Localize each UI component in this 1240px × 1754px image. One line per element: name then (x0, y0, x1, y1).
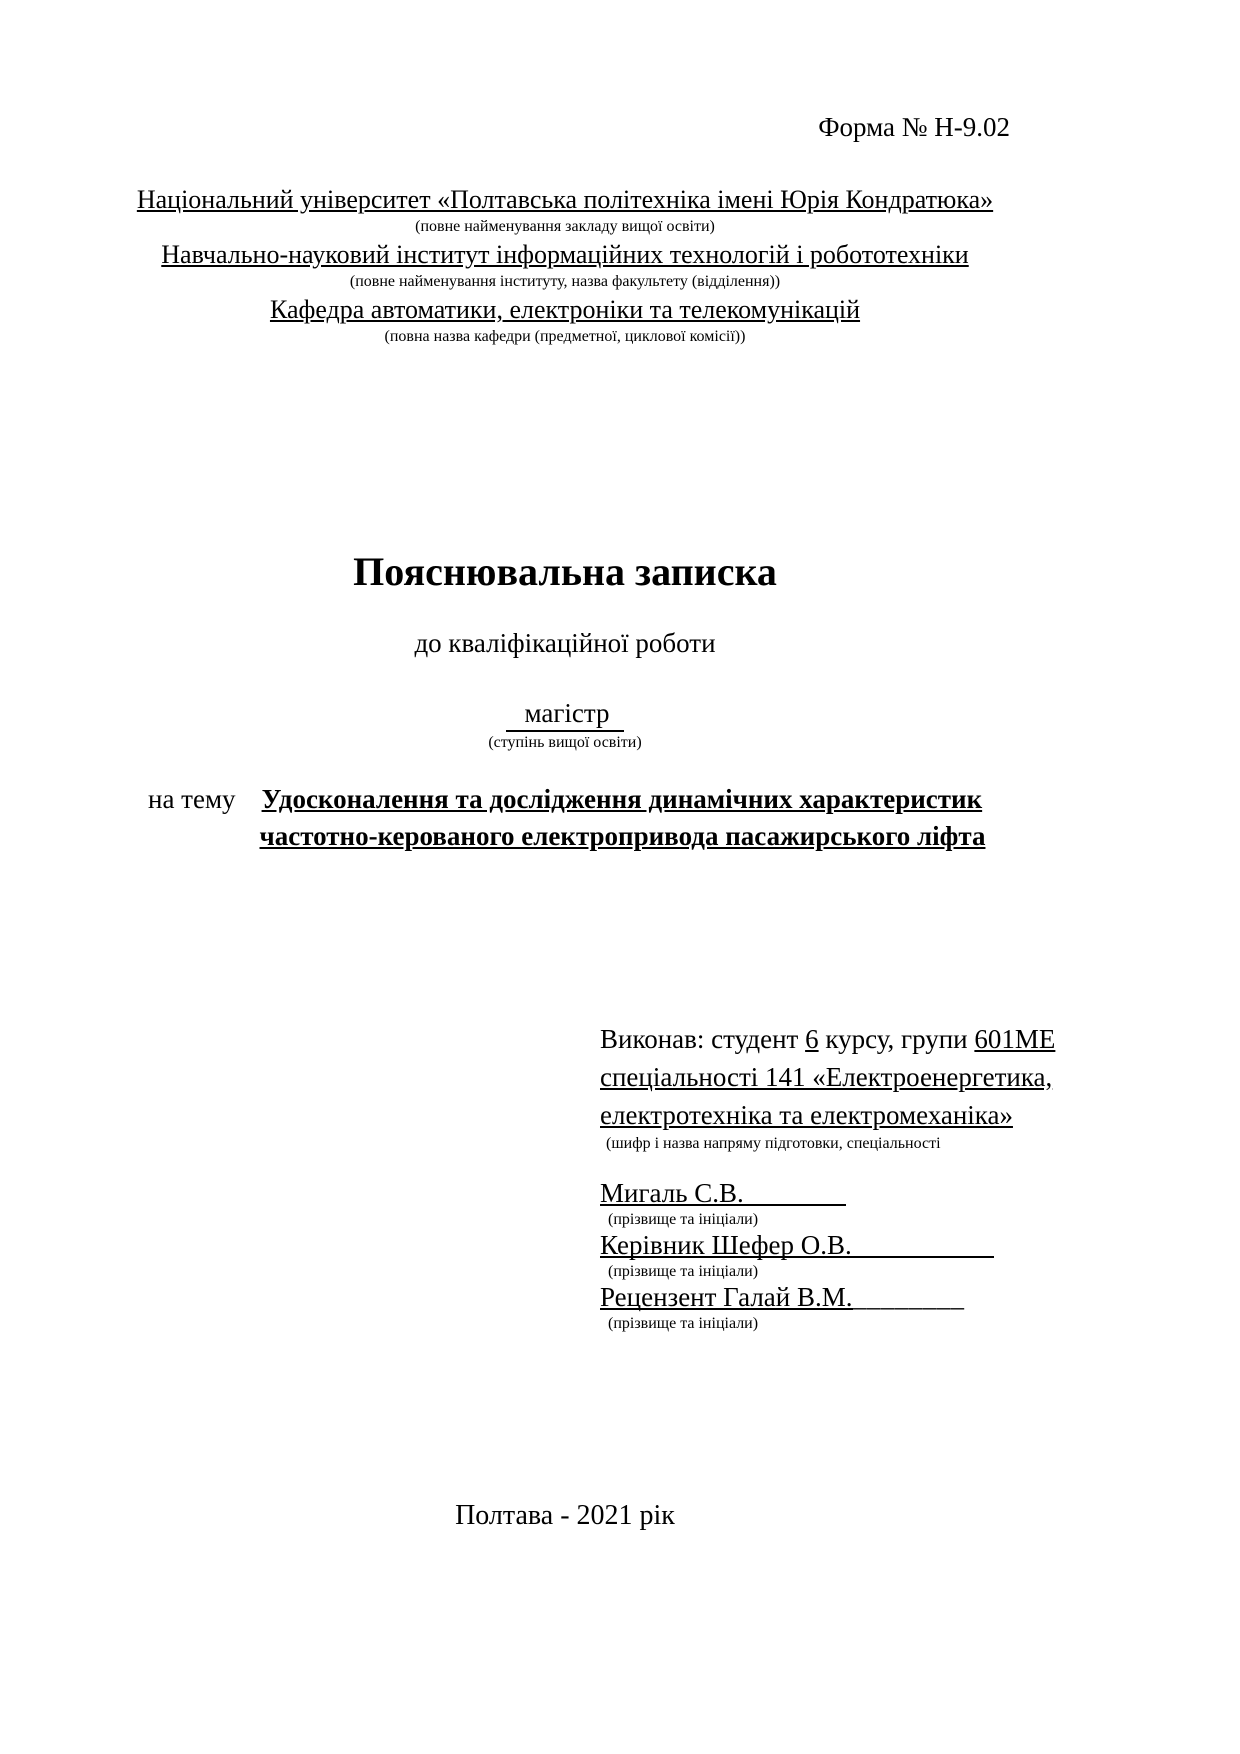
page-title: Пояснювальна записка (353, 549, 777, 594)
author-block (600, 1020, 1140, 1334)
supervisor-name-line (600, 1230, 1140, 1261)
header-block (120, 182, 1010, 347)
department-caption: (повна назва кафедри (предметної, циклової комісії)) (384, 328, 746, 345)
reviewer-name: Рецензент Галай В.М. (600, 1282, 853, 1312)
university-name-line (120, 182, 1010, 217)
department-name: Кафедра автоматики, електроніки та телекомунікацій (269, 295, 861, 324)
reviewer-blank-underscores: ________ (852, 1282, 965, 1312)
student-name-line (600, 1178, 1140, 1209)
supervisor-name: Керівник Шефер О.В. (600, 1230, 852, 1260)
institute-name-line (120, 237, 1010, 272)
performed-prefix: Виконав: студент (600, 1024, 806, 1054)
topic-line-2: частотно-керованого електропривода пасажирського ліфта (259, 821, 986, 851)
degree-caption: (ступінь вищої освіти) (488, 734, 642, 751)
speciality-caption: (шифр і назва напряму підготовки, спеціальності (606, 1135, 941, 1152)
institute-caption: (повне найменування інституту, назва факультету (відділення)) (349, 273, 781, 290)
speciality-line-1-wrap (600, 1058, 1140, 1096)
speciality-line-2: електротехніка та електромеханіка» (600, 1100, 1013, 1130)
speciality-line-2-wrap (600, 1096, 1140, 1134)
degree-block (120, 698, 1010, 753)
degree-level: магістр (506, 698, 623, 732)
form-number: Форма № Н-9.02 (818, 112, 1010, 142)
student-name: Мигаль С.В. (600, 1178, 744, 1208)
course-number: 6 (805, 1024, 819, 1054)
group-number: 601МЕ (974, 1024, 1056, 1054)
topic-block (120, 781, 1125, 855)
topic-row-1 (120, 781, 1125, 818)
reviewer-name-line (600, 1282, 1140, 1313)
university-caption: (повне найменування закладу вищої освіти) (415, 218, 715, 235)
city-year-line: Полтава - 2021 рік (455, 1500, 675, 1531)
student-name-caption: (прізвище та ініціали) (608, 1211, 759, 1228)
university-name: Національний університет «Полтавська політехніка імені Юрія Кондратюка» (136, 185, 994, 214)
topic-label: на тему (148, 784, 236, 814)
performed-middle: курсу, групи (818, 1024, 975, 1054)
speciality-line-1: спеціальності 141 «Електроенергетика, (600, 1062, 1053, 1092)
subtitle: до кваліфікаційної роботи (414, 628, 716, 658)
supervisor-name-caption: (прізвище та ініціали) (608, 1263, 759, 1280)
department-name-line (120, 292, 1010, 327)
topic-row-2 (120, 818, 1125, 855)
topic-line-1: Удосконалення та дослідження динамічних характеристик (261, 784, 983, 814)
signatures-group (600, 1178, 1140, 1334)
institute-name: Навчально-науковий інститут інформаційних технологій і робототехніки (161, 240, 969, 269)
performed-by-line (600, 1020, 1140, 1058)
reviewer-name-caption: (прізвище та ініціали) (608, 1315, 759, 1332)
